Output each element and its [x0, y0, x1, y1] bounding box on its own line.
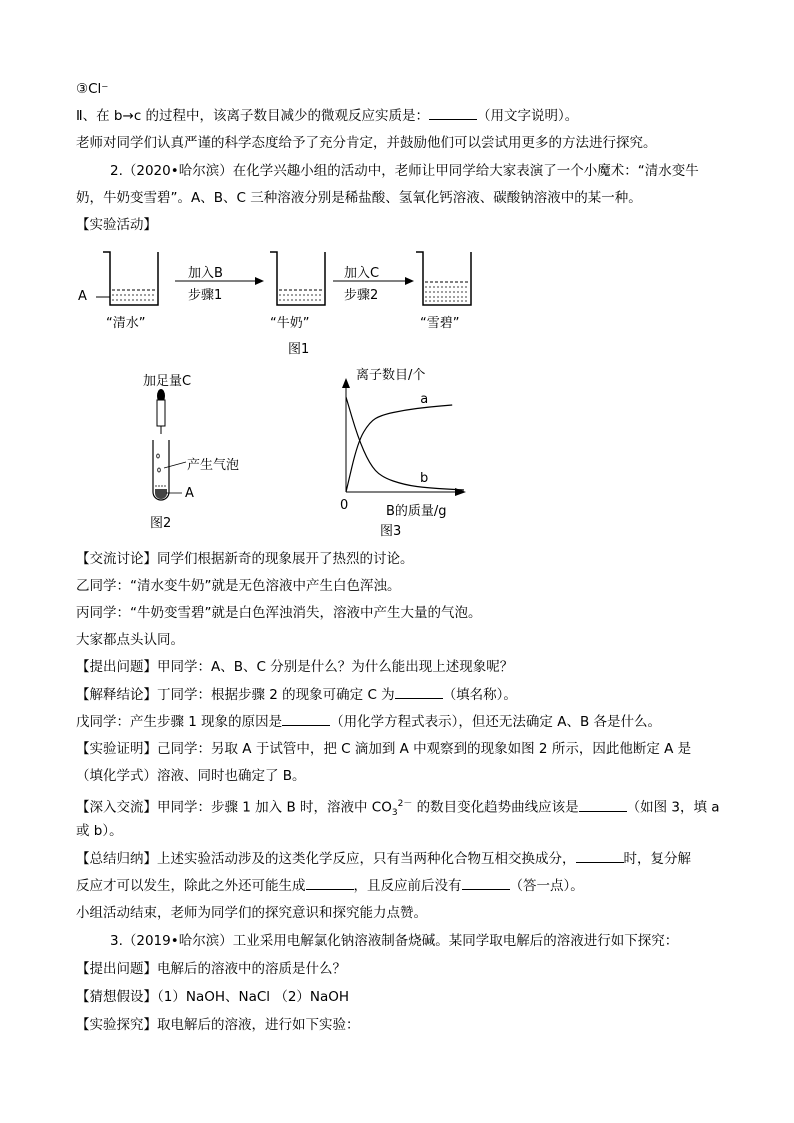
answer-blank-product[interactable]	[306, 877, 354, 890]
section-heading: 【实验活动】	[76, 217, 157, 233]
beaker-milk	[270, 252, 325, 305]
answer-blank-curve[interactable]	[579, 799, 627, 812]
question-raise-line: 【提出问题】甲同学：A、B、C 分别是什么？为什么能出现上述现象呢？	[76, 659, 514, 675]
bubbles-label: 产生气泡	[187, 458, 240, 473]
figure-2-test-tube	[153, 440, 186, 500]
question-2-line1: 2.（2020•哈尔滨）在化学兴趣小组的活动中，老师让甲同学给大家表演了一个小魔术：“清水变牛	[110, 163, 699, 179]
beaker-clear-water	[96, 252, 158, 305]
figure-3-caption: 图3	[380, 524, 402, 539]
beaker3-label: “雪碧”	[420, 316, 460, 331]
chart-y-label: 离子数目/个	[356, 368, 426, 383]
figure-2-dropper	[157, 389, 165, 434]
answer-blank-unchanged[interactable]	[462, 877, 510, 890]
y-axis-arrow	[342, 378, 350, 388]
arrow2-label-top: 加入C	[344, 266, 380, 281]
label-solution-a: A	[78, 289, 87, 304]
beaker2-label: “牛奶”	[270, 316, 310, 331]
question-3-hypothesis: 【猜想假设】（1）NaOH、NaCl （2）NaOH	[76, 989, 350, 1005]
chart-x-label: B的质量/g	[386, 504, 447, 519]
series-b-line	[346, 397, 464, 490]
question-3-line: 3.（2019•哈尔滨）工业采用电解氯化钠溶液制备烧碱。某同学取电解后的溶液进行如下探究：	[110, 933, 679, 949]
proof-line-2: （填化学式）溶液、同时也确定了 B。	[76, 768, 306, 784]
arrow1-label-top: 加入B	[188, 266, 223, 281]
series-a-line	[346, 405, 452, 492]
discussion-line: 【交流讨论】同学们根据新奇的现象展开了热烈的讨论。	[76, 551, 414, 567]
summary-line: 【总结归纳】上述实验活动涉及的这类化学反应，只有当两种化合物互相交换成分， 时，复分解	[76, 851, 691, 867]
conclusion-line: 【解释结论】丁同学：根据步骤 2 的现象可确定 C 为 （填名称）。	[76, 687, 517, 703]
student-bing-line: 丙同学：“牛奶变雪碧”就是白色浑浊消失，溶液中产生大量的气泡。	[76, 605, 482, 621]
question-3-problem: 【提出问题】电解后的溶液中的溶质是什么？	[76, 961, 346, 977]
line-option-3: ③Cl⁻	[76, 81, 109, 97]
figure-2-caption: 图2	[150, 516, 172, 531]
agreement-line: 大家都点头认同。	[76, 632, 184, 648]
figure-3-chart	[342, 378, 466, 496]
beaker1-label: “清水”	[106, 316, 146, 331]
summary-line-2: 反应才可以发生，除此之外还可能生成 ，且反应前后没有 （答一点）。	[76, 878, 584, 894]
dropper-label: 加足量C	[143, 374, 192, 389]
answer-blank-equation[interactable]	[282, 713, 330, 726]
question-3-experiment: 【实验探究】取电解后的溶液，进行如下实验：	[76, 1017, 360, 1033]
student-yi-line: 乙同学：“清水变牛奶”就是无色溶液中产生白色浑浊。	[76, 578, 401, 594]
student-wu-line: 戊同学：产生步骤 1 现象的原因是 （用化学方程式表示），但还无法确定 A、B 各是什么。	[76, 714, 662, 730]
figure-1-caption: 图1	[288, 342, 310, 357]
series-b-label: b	[420, 471, 429, 486]
tube-label: A	[185, 486, 194, 501]
text-line: 老师对同学们认真严谨的科学态度给予了充分肯定，并鼓励他们可以尝试用更多的方法进行探究。	[76, 135, 657, 151]
beaker-sprite	[416, 252, 471, 305]
series-a-label: a	[420, 392, 429, 407]
answer-blank-c-name[interactable]	[395, 686, 443, 699]
chart-origin: 0	[340, 498, 349, 513]
question-2-line2: 奶，牛奶变雪碧”。A、B、C 三种溶液分别是稀盐酸、氢氧化钙溶液、碳酸钠溶液中的某一种。	[76, 190, 642, 206]
proof-line: 【实验证明】己同学：另取 A 于试管中，把 C 滴加到 A 中观察到的现象如图 2 所示，因此他断定 A 是	[76, 741, 692, 757]
arrow1-label-bottom: 步骤1	[188, 288, 223, 303]
question-line: Ⅱ、在 b→c 的过程中，该离子数目减少的微观反应实质是： （用文字说明）。	[76, 108, 579, 124]
arrow2-label-bottom: 步骤2	[344, 288, 379, 303]
deep-exchange-line: 【深入交流】甲同学：步骤 1 加入 B 时，溶液中 $CO_3^{2-}$ 的数目变化趋势曲线应该是 （如图 3，填 a	[76, 799, 720, 819]
answer-blank-condition[interactable]	[576, 850, 624, 863]
deep-exchange-line-2: 或 b）。	[76, 823, 123, 839]
ending-line: 小组活动结束，老师为同学们的探究意识和探究能力点赞。	[76, 905, 427, 921]
